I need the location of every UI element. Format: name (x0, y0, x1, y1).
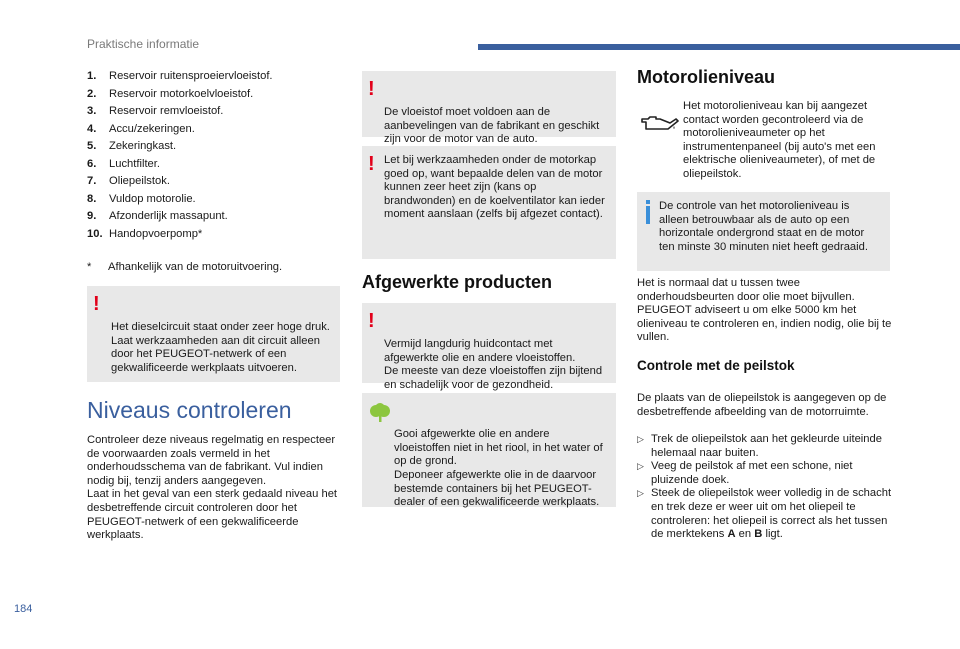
item-label: Reservoir remvloeistof. (109, 105, 224, 117)
item-label: Accu/zekeringen. (109, 122, 195, 135)
list-item (87, 175, 347, 193)
list-item (87, 88, 347, 106)
list-item (87, 210, 347, 228)
item-label: Reservoir ruitensproeiervloeistof. (109, 70, 273, 82)
tree-icon (369, 403, 391, 423)
item-number: 6. (87, 157, 97, 170)
components-list (87, 70, 347, 245)
list-item (87, 123, 347, 141)
item-number: 8. (87, 192, 97, 205)
motorolie-body: Het is normaal dat u tussen twee onderhoudsbeurten door olie moet bijvullen. PEUGEOT adviseert u om elke 5000 km het olieniveau te controleren en, indien nodig, olie bij te vullen. (637, 277, 892, 344)
mark-a: A (727, 528, 736, 541)
item-number: 9. (87, 210, 97, 222)
warning-icon: ! (368, 310, 375, 332)
list-item (87, 193, 347, 211)
step-text: en (735, 528, 755, 541)
peilstok-steps (637, 433, 893, 542)
step-text: ligt. (762, 528, 783, 541)
list-item (87, 140, 347, 158)
item-label: Vuldop motorolie. (109, 192, 196, 205)
warning-box-skin (362, 303, 616, 391)
warning-box-hot (362, 146, 616, 259)
warning-icon: ! (368, 78, 375, 100)
item-label: Handopvoerpomp* (109, 227, 203, 240)
warning-icon: ! (368, 153, 375, 175)
header-accent-bar (478, 44, 960, 50)
list-item (87, 158, 347, 176)
warning-text: Vermijd langdurig huidcontact met afgewerkte olie en andere vloeistoffen. De meeste van deze vloeistoffen zijn bijtend en schadelijk voor de gezondheid. (384, 338, 603, 391)
footnote-text: Afhankelijk van de motoruitvoering. (108, 261, 283, 273)
list-item (637, 487, 893, 541)
mark-b: B (754, 528, 763, 541)
item-number: 3. (87, 105, 97, 117)
warning-box-diesel (87, 286, 340, 382)
oil-can-icon (640, 113, 680, 133)
footnote-mark: * (87, 261, 92, 273)
warning-box-fluids (362, 71, 616, 146)
item-number: 2. (87, 87, 97, 100)
item-label: Zekeringkast. (109, 140, 177, 152)
item-label: Oliepeilstok. (109, 175, 170, 187)
heading-afgewerkte: Afgewerkte producten (362, 272, 553, 292)
section-header: Praktische informatie (87, 37, 200, 51)
list-item (87, 228, 347, 246)
item-number: 4. (87, 122, 97, 135)
info-text: De controle van het motorolieniveau is alleen betrouwbaar als de auto op een horizontale ondergrond staat en de motor ten minste 30 minuten niet heeft gedraaid. (659, 200, 868, 253)
item-label: Luchtfilter. (109, 157, 160, 170)
item-number: 10. (87, 227, 103, 240)
footnote (87, 261, 347, 275)
eco-text: Gooi afgewerkte olie en andere vloeistoffen niet in het riool, in het water of op de grond. Deponeer afgewerkte olie in de daarvoor bestemde containers bij het PEUGEOT-dealer of een gekwalificeerde werkplaats. (394, 428, 603, 509)
item-number: 7. (87, 175, 97, 187)
item-label: Reservoir motorkoelvloeistof. (109, 87, 254, 100)
warning-text: Het dieselcircuit staat onder zeer hoge druk. Laat werkzaamheden aan dit circuit alleen door het PEUGEOT-netwerk of een gekwalificeerde werkplaats uitvoeren. (111, 321, 330, 374)
eco-box (362, 393, 616, 507)
niveaus-body: Controleer deze niveaus regelmatig en respecteer de voorwaarden zoals vermeld in het onderhoudsschema van de fabrikant. Vul indien nodig bij, tenzij anders aangegeven. Laat in het geval van een sterk gedaald niveau het desbetreffende circuit controleren door het PEUGEOT-netwerk of een gekwalificeerde werkplaats. (87, 434, 338, 542)
warning-text: De vloeistof moet voldoen aan de aanbevelingen van de fabrikant en geschikt zijn voor de motor van de auto. (384, 106, 600, 146)
warning-text: Let bij werkzaamheden onder de motorkap goed op, want bepaalde delen van de motor kunnen zeer heet zijn (kans op brandwonden) en de koelventilator kan ieder moment aanslaan (zelfs bij afgezet contact). (384, 154, 605, 221)
item-number: 1. (87, 70, 97, 82)
list-item: ▷ Veeg de peilstok af met een schone, niet pluizende doek. (637, 460, 893, 487)
page-number: 184 (14, 603, 33, 615)
warning-icon: ! (93, 293, 100, 315)
heading-peilstok: Controle met de peilstok (637, 358, 795, 373)
heading-niveaus: Niveaus controleren (87, 397, 292, 423)
info-icon (646, 206, 650, 224)
list-item (87, 70, 347, 88)
item-number: 5. (87, 140, 97, 152)
peilstok-intro: De plaats van de oliepeilstok is aangegeven op de desbetreffende afbeelding van de motorruimte. (637, 392, 887, 418)
list-item: ▷ Trek de oliepeilstok aan het gekleurde uiteinde helemaal naar buiten. (637, 433, 893, 460)
step-text: Steek de oliepeilstok weer volledig in de schacht en trek deze er weer uit om het oliepeil te controleren: het oliepeil is correct als het tussen de merktekens (651, 487, 892, 541)
item-label: Afzonderlijk massapunt. (109, 210, 228, 222)
motorolie-intro: Het motorolieniveau kan bij aangezet contact worden gecontroleerd via de motorolieniveaumeter op het instrumentenpaneel (bij auto's met een elektrische olieniveaumeter), of met de oliepeilstok. (683, 100, 876, 180)
info-box-level (637, 192, 890, 271)
heading-motorolie: Motorolieniveau (637, 67, 776, 87)
list-item (87, 105, 347, 123)
